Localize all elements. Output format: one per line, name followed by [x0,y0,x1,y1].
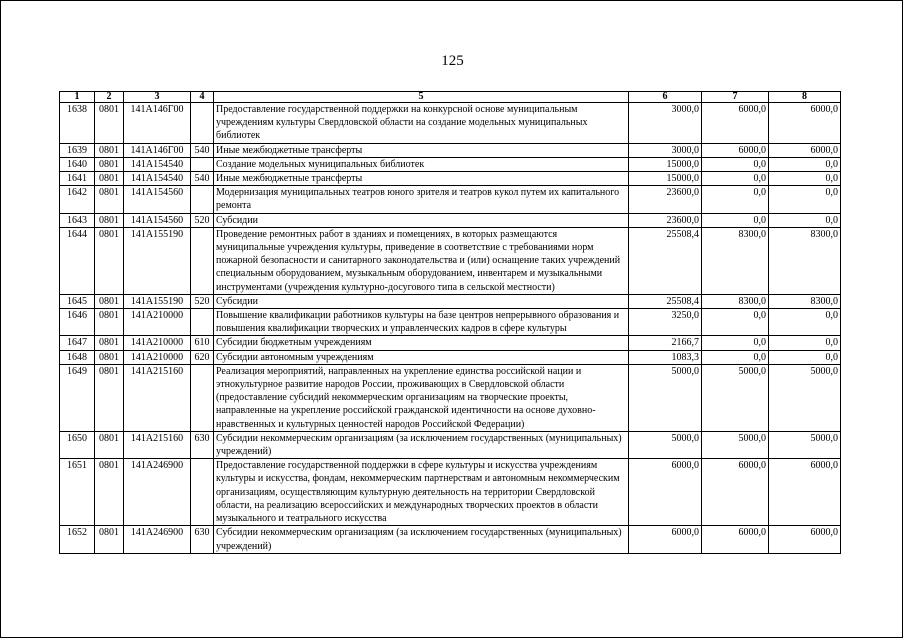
table-row [60,336,841,350]
row-number: 1642 [60,186,95,213]
column-header: 6 [629,92,702,103]
expense-type: 540 [191,143,214,157]
amount-col-8: 6000,0 [769,103,841,144]
section-code: 0801 [95,526,124,553]
amount-col-7: 0,0 [702,157,769,171]
expense-type: 540 [191,172,214,186]
table-row [60,526,841,553]
amount-col-8: 0,0 [769,157,841,171]
table-row [60,350,841,364]
amount-col-7: 0,0 [702,350,769,364]
page-number: 125 [441,53,464,69]
expense-type [191,157,214,171]
section-code: 0801 [95,143,124,157]
amount-col-8: 6000,0 [769,459,841,526]
column-header: 5 [214,92,629,103]
amount-col-7: 5000,0 [702,431,769,458]
target-code: 141A154560 [124,213,191,227]
amount-col-6: 25508,4 [629,227,702,294]
column-header: 3 [124,92,191,103]
amount-col-6: 23600,0 [629,213,702,227]
header-row [60,92,841,103]
section-code: 0801 [95,227,124,294]
amount-col-6: 5000,0 [629,431,702,458]
amount-col-6: 2166,7 [629,336,702,350]
expense-type: 630 [191,526,214,553]
column-header: 1 [60,92,95,103]
row-number: 1646 [60,309,95,336]
amount-col-7: 0,0 [702,309,769,336]
amount-col-7: 6000,0 [702,103,769,144]
row-number: 1641 [60,172,95,186]
expense-type [191,186,214,213]
row-description: Иные межбюджетные трансферты [214,143,629,157]
amount-col-8: 0,0 [769,336,841,350]
budget-table [59,91,841,554]
amount-col-6: 3250,0 [629,309,702,336]
target-code: 141A246900 [124,459,191,526]
expense-type [191,309,214,336]
amount-col-7: 5000,0 [702,364,769,431]
amount-col-8: 6000,0 [769,526,841,553]
target-code: 141A146Г00 [124,103,191,144]
table-row [60,157,841,171]
expense-type: 630 [191,431,214,458]
amount-col-7: 0,0 [702,172,769,186]
amount-col-8: 6000,0 [769,143,841,157]
target-code: 141A155190 [124,294,191,308]
amount-col-6: 25508,4 [629,294,702,308]
row-number: 1640 [60,157,95,171]
row-number: 1650 [60,431,95,458]
target-code: 141A215160 [124,431,191,458]
section-code: 0801 [95,364,124,431]
amount-col-7: 8300,0 [702,227,769,294]
row-number: 1651 [60,459,95,526]
table-row [60,364,841,431]
row-number: 1644 [60,227,95,294]
amount-col-6: 6000,0 [629,526,702,553]
expense-type: 620 [191,350,214,364]
expense-type [191,459,214,526]
amount-col-7: 0,0 [702,186,769,213]
row-description: Субсидии некоммерческим организациям (за исключением государственных (муниципальных) учреждений) [214,431,629,458]
section-code: 0801 [95,186,124,213]
expense-type [191,227,214,294]
amount-col-6: 3000,0 [629,143,702,157]
row-number: 1643 [60,213,95,227]
target-code: 141A246900 [124,526,191,553]
expense-type: 520 [191,213,214,227]
section-code: 0801 [95,459,124,526]
amount-col-6: 5000,0 [629,364,702,431]
amount-col-8: 0,0 [769,172,841,186]
target-code: 141A210000 [124,309,191,336]
row-description: Иные межбюджетные трансферты [214,172,629,186]
section-code: 0801 [95,309,124,336]
amount-col-7: 8300,0 [702,294,769,308]
target-code: 141A146Г00 [124,143,191,157]
section-code: 0801 [95,172,124,186]
target-code: 141A210000 [124,336,191,350]
target-code: 141A154540 [124,157,191,171]
column-header: 2 [95,92,124,103]
section-code: 0801 [95,350,124,364]
row-description: Субсидии бюджетным учреждениям [214,336,629,350]
amount-col-7: 6000,0 [702,459,769,526]
amount-col-8: 0,0 [769,309,841,336]
table-row [60,213,841,227]
row-description: Повышение квалификации работников культуры на базе центров непрерывного образования и повышения квалификации творческих и управленческих кадров в сфере культуры [214,309,629,336]
section-code: 0801 [95,157,124,171]
expense-type: 520 [191,294,214,308]
amount-col-8: 8300,0 [769,227,841,294]
amount-col-6: 1083,3 [629,350,702,364]
row-number: 1638 [60,103,95,144]
expense-type [191,364,214,431]
table-row [60,309,841,336]
row-description: Предоставление государственной поддержки в сфере культуры и искусства учреждениям культуры и искусства, фондам, некоммерческим партнерствам и автономным некоммерческим организациям, осуществляющим культурную деятельность на территории Свердловской области, на реализацию всероссийских и международных творческих проектов в области музыкального и театрального искусства [214,459,629,526]
row-number: 1648 [60,350,95,364]
row-number: 1645 [60,294,95,308]
amount-col-8: 8300,0 [769,294,841,308]
row-number: 1649 [60,364,95,431]
table-row [60,294,841,308]
amount-col-6: 23600,0 [629,186,702,213]
amount-col-6: 3000,0 [629,103,702,144]
row-description: Модернизация муниципальных театров юного зрителя и театров кукол путем их капитального ремонта [214,186,629,213]
expense-type [191,103,214,144]
amount-col-6: 6000,0 [629,459,702,526]
row-description: Проведение ремонтных работ в зданиях и помещениях, в которых размещаются муниципальные учреждения культуры, приведение в соответствие с требованиями норм пожарной безопасности и санитарного законодательства и (или) оснащение таких учреждений специальным оборудованием, музыкальным оборудованием, инвентарем и музыкальными инструментами (учреждения культурно-досугового типа в сельской местности) [214,227,629,294]
amount-col-6: 15000,0 [629,157,702,171]
column-header: 4 [191,92,214,103]
row-number: 1652 [60,526,95,553]
section-code: 0801 [95,336,124,350]
amount-col-8: 5000,0 [769,431,841,458]
target-code: 141A210000 [124,350,191,364]
table-row [60,431,841,458]
amount-col-6: 15000,0 [629,172,702,186]
table-row [60,186,841,213]
amount-col-8: 0,0 [769,350,841,364]
table-row [60,459,841,526]
table-row [60,227,841,294]
row-description: Субсидии [214,294,629,308]
target-code: 141A215160 [124,364,191,431]
amount-col-8: 5000,0 [769,364,841,431]
target-code: 141A154560 [124,186,191,213]
section-code: 0801 [95,294,124,308]
table-row [60,143,841,157]
row-description: Субсидии [214,213,629,227]
section-code: 0801 [95,103,124,144]
amount-col-7: 6000,0 [702,526,769,553]
section-code: 0801 [95,213,124,227]
row-number: 1639 [60,143,95,157]
table-row [60,103,841,144]
row-description: Субсидии автономным учреждениям [214,350,629,364]
target-code: 141A155190 [124,227,191,294]
column-header: 7 [702,92,769,103]
row-description: Предоставление государственной поддержки на конкурсной основе муниципальным учреждениям культуры Свердловской области на создание модельных муниципальных библиотек [214,103,629,144]
expense-type: 610 [191,336,214,350]
table-row [60,172,841,186]
section-code: 0801 [95,431,124,458]
row-description: Субсидии некоммерческим организациям (за исключением государственных (муниципальных) учреждений) [214,526,629,553]
amount-col-7: 0,0 [702,213,769,227]
row-description: Создание модельных муниципальных библиотек [214,157,629,171]
row-number: 1647 [60,336,95,350]
column-header: 8 [769,92,841,103]
amount-col-7: 6000,0 [702,143,769,157]
amount-col-8: 0,0 [769,186,841,213]
amount-col-7: 0,0 [702,336,769,350]
target-code: 141A154540 [124,172,191,186]
amount-col-8: 0,0 [769,213,841,227]
row-description: Реализация мероприятий, направленных на укрепление единства российской нации и этнокультурное развитие народов России, проживающих в Свердловской области (предоставление субсидий некоммерческим организациям на творческие проекты, направленные на укрепление российской гражданской идентичности на основе духовно-нравственных и культурных ценностей народов Российской Федерации) [214,364,629,431]
